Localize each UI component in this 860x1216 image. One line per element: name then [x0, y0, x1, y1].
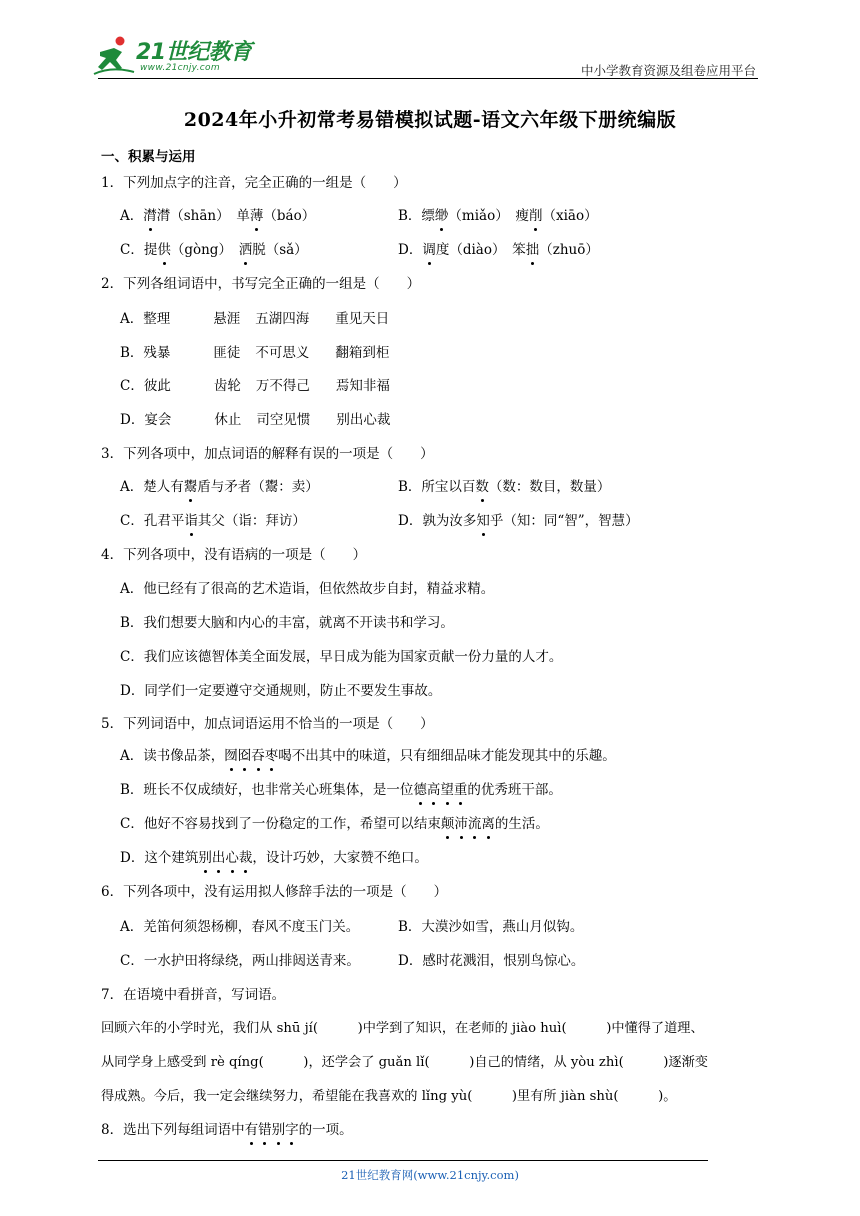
- q4-option-a[interactable]: A．他已经有了很高的艺术造诣，但依然故步自封，精益求精。: [120, 581, 495, 597]
- q2-option-a[interactable]: [120, 309, 389, 329]
- q6-option-c[interactable]: C．一水护田将绿绕，两山排闼送青来。: [120, 953, 360, 969]
- question-5-stem: 5．下列词语中，加点词语运用不恰当的一项是（ ）: [101, 716, 434, 732]
- dotted-char: 流: [467, 816, 482, 832]
- option-text: C．孔君平: [120, 513, 185, 529]
- option-label: B．: [398, 208, 422, 224]
- q3-option-a[interactable]: [120, 477, 319, 497]
- option-text: （gòng）: [170, 242, 226, 258]
- option-text: B．班长不仅成绩好，也非常关心班集体，是一位: [120, 782, 414, 798]
- spacer: [499, 242, 513, 258]
- dotted-char: 字: [285, 1122, 299, 1138]
- q1-option-a[interactable]: [120, 206, 315, 226]
- option-text: （数：数目，数量）: [488, 479, 611, 495]
- dotted-char: 离: [481, 816, 495, 832]
- dotted-char: 别: [271, 1122, 286, 1138]
- q2-option-d[interactable]: [120, 410, 390, 430]
- option-text: 乎（知：同“智”，智慧）: [489, 513, 639, 529]
- option-label: C．: [120, 378, 144, 394]
- dotted-char: 沛: [454, 816, 468, 832]
- option-text: （xiāo）: [542, 208, 598, 224]
- word: 别出心裁: [336, 412, 391, 428]
- option-label: A．: [120, 311, 144, 327]
- spacer: [502, 208, 516, 224]
- q5-option-b[interactable]: [120, 780, 562, 800]
- q4-option-c[interactable]: C．我们应该德智体美全面发展，早日成为能为国家贡献一份力量的人才。: [120, 649, 563, 665]
- spacer: [223, 208, 237, 224]
- dotted-char: 诣: [184, 513, 198, 529]
- word: 匪徒: [213, 345, 241, 361]
- option-label: C．提: [120, 242, 158, 258]
- q1-option-b[interactable]: [398, 206, 598, 226]
- q6-option-d[interactable]: D．感时花溅泪，恨别鸟惊心。: [398, 953, 585, 969]
- q5-option-d[interactable]: [120, 848, 428, 868]
- q2-option-c[interactable]: [120, 376, 390, 396]
- dotted-char: 缈: [434, 208, 449, 224]
- stem-text: 的一项。: [298, 1122, 353, 1138]
- question-2-stem: 2．下列各组词语中，书写完全正确的一组是（ ）: [101, 276, 421, 292]
- option-text: 其父（诣：拜访）: [197, 513, 306, 529]
- q4-option-d[interactable]: D．同学们一定要遵守交通规则，防止不要发生事故。: [120, 683, 442, 699]
- footer-divider: [98, 1160, 708, 1161]
- q6-option-b[interactable]: B．大漠沙如雪，燕山月似钩。: [398, 919, 584, 935]
- dotted-char: 削: [528, 208, 543, 224]
- word: 焉知非福: [335, 378, 390, 394]
- option-text: 笨: [512, 242, 526, 258]
- logo-text: 21世纪教育: [136, 40, 252, 65]
- dotted-char: 吞: [251, 748, 265, 764]
- dotted-char: 高: [426, 782, 441, 798]
- word: 残暴: [143, 345, 171, 361]
- q7-passage-line-1: 回顾六年的小学时光，我们从 shū jí( )中学到了知识，在老师的 jiào huì( )中懂得了道理、: [101, 1021, 704, 1036]
- dotted-char: 枣: [264, 748, 279, 764]
- dotted-char: 出: [211, 850, 226, 866]
- option-text: D．孰为汝多: [398, 513, 477, 529]
- q3-option-d[interactable]: [398, 511, 639, 531]
- dotted-char: 有: [244, 1122, 259, 1138]
- page-header: [0, 0, 860, 80]
- q1-option-d[interactable]: [398, 240, 599, 260]
- header-divider: [98, 78, 758, 79]
- word: 宴会: [144, 412, 172, 428]
- option-text: 喝不出其中的味道，只有细细品味才能发现其中的乐趣。: [278, 748, 616, 764]
- dotted-char: 洒: [238, 242, 253, 258]
- question-8-stem: [101, 1120, 353, 1140]
- option-text: C．他好不容易找到了一份稳定的工作，希望可以结束: [120, 816, 441, 832]
- spacer: [225, 242, 239, 258]
- q7-passage-line-2: 从同学身上感受到 rè qíng( )，还学会了 guǎn lǐ( )自己的情绪，从 yòu zhì( )逐渐变: [101, 1055, 708, 1070]
- dotted-char: 调: [422, 242, 436, 258]
- option-text: 瘦: [515, 208, 529, 224]
- logo-url: www.21cnjy.com: [140, 63, 220, 73]
- dotted-char: 囫: [224, 748, 238, 764]
- dotted-char: 囵: [237, 748, 252, 764]
- word: 重见天日: [335, 311, 390, 327]
- platform-label: 中小学教育资源及组卷应用平台: [580, 63, 756, 78]
- option-text: 单: [236, 208, 250, 224]
- dotted-char: 裁: [238, 850, 253, 866]
- option-text: 度（diào）: [435, 242, 499, 258]
- dotted-char: 薄: [249, 208, 264, 224]
- option-text: （miǎo）: [448, 208, 502, 224]
- word: 不可思义: [255, 345, 310, 361]
- dotted-char: 重: [453, 782, 468, 798]
- word: 休止: [214, 412, 242, 428]
- q6-option-a[interactable]: A．羌笛何须怨杨柳，春风不度玉门关。: [120, 919, 360, 935]
- footer-link[interactable]: 21世纪教育网(www.21cnjy.com): [341, 1168, 519, 1182]
- dotted-char: 数: [475, 479, 489, 495]
- option-text: 盾与矛者（鬻：卖）: [197, 479, 319, 495]
- question-3-stem: 3．下列各项中，加点词语的解释有误的一项是（ ）: [101, 446, 434, 462]
- page-title: 2024年小升初常考易错模拟试题-语文六年级下册统编版: [183, 109, 677, 131]
- stem-text: 8．选出下列每组词语中: [101, 1122, 245, 1138]
- dotted-char: 别: [198, 850, 212, 866]
- q5-option-c[interactable]: [120, 814, 549, 834]
- q2-option-b[interactable]: [120, 343, 389, 363]
- option-label: B．: [120, 345, 144, 361]
- option-label: D．: [398, 242, 423, 258]
- option-text: B．所宝以百: [398, 479, 476, 495]
- question-1-stem: 1．下列加点字的注音，完全正确的一组是（ ）: [101, 175, 407, 191]
- word: 彼此: [143, 378, 171, 394]
- q3-option-c[interactable]: [120, 511, 306, 531]
- option-text: （zhuō）: [539, 242, 599, 258]
- question-4-stem: 4．下列各项中，没有语病的一项是（ ）: [101, 547, 367, 563]
- option-text: 的优秀班干部。: [467, 782, 562, 798]
- option-text: 缥: [421, 208, 435, 224]
- word: 万不得己: [255, 378, 310, 394]
- option-label: D．: [120, 412, 145, 428]
- option-text: ，设计巧妙，大家赞不绝口。: [252, 850, 428, 866]
- q5-option-a[interactable]: [120, 746, 616, 766]
- dotted-char: 知: [476, 513, 490, 529]
- option-text: A．读书像品茶，: [120, 748, 225, 764]
- dotted-char: 鬻: [183, 479, 198, 495]
- dotted-char: 德: [413, 782, 427, 798]
- option-text: 脱（sǎ）: [252, 242, 308, 258]
- option-text: （báo）: [263, 208, 316, 224]
- option-text: 潸（shān）: [156, 208, 223, 224]
- question-7-stem: 7．在语境中看拼音，写词语。: [101, 987, 286, 1003]
- dotted-char: 错: [258, 1122, 272, 1138]
- option-label: A．: [120, 208, 144, 224]
- dotted-char: 望: [440, 782, 454, 798]
- q4-option-b[interactable]: B．我们想要大脑和内心的丰富，就离不开读书和学习。: [120, 615, 454, 631]
- option-text: A．楚人有: [120, 479, 184, 495]
- section-heading: 一、积累与运用: [101, 149, 196, 165]
- dotted-char: 心: [225, 850, 239, 866]
- dotted-char: 供: [157, 242, 171, 258]
- word: 齿轮: [213, 378, 241, 394]
- running-figure-icon: [92, 34, 136, 78]
- word: 五湖四海: [255, 311, 310, 327]
- option-text: 的生活。: [494, 816, 549, 832]
- q3-option-b[interactable]: [398, 477, 610, 497]
- option-text: D．这个建筑: [120, 850, 199, 866]
- q1-option-c[interactable]: [120, 240, 308, 260]
- word: 司空见惯: [256, 412, 311, 428]
- dotted-char: 潸: [143, 208, 157, 224]
- word: 整理: [143, 311, 171, 327]
- question-6-stem: 6．下列各项中，没有运用拟人修辞手法的一项是（ ）: [101, 884, 448, 900]
- q7-passage-line-3: 得成熟。今后，我一定会继续努力，希望能在我喜欢的 lǐng yù( )里有所 jiàn shù( )。: [101, 1089, 677, 1104]
- word: 悬涯: [213, 311, 241, 327]
- site-logo[interactable]: [92, 34, 262, 78]
- word: 翻箱到柜: [335, 345, 390, 361]
- dotted-char: 拙: [525, 242, 540, 258]
- dotted-char: 颠: [440, 816, 455, 832]
